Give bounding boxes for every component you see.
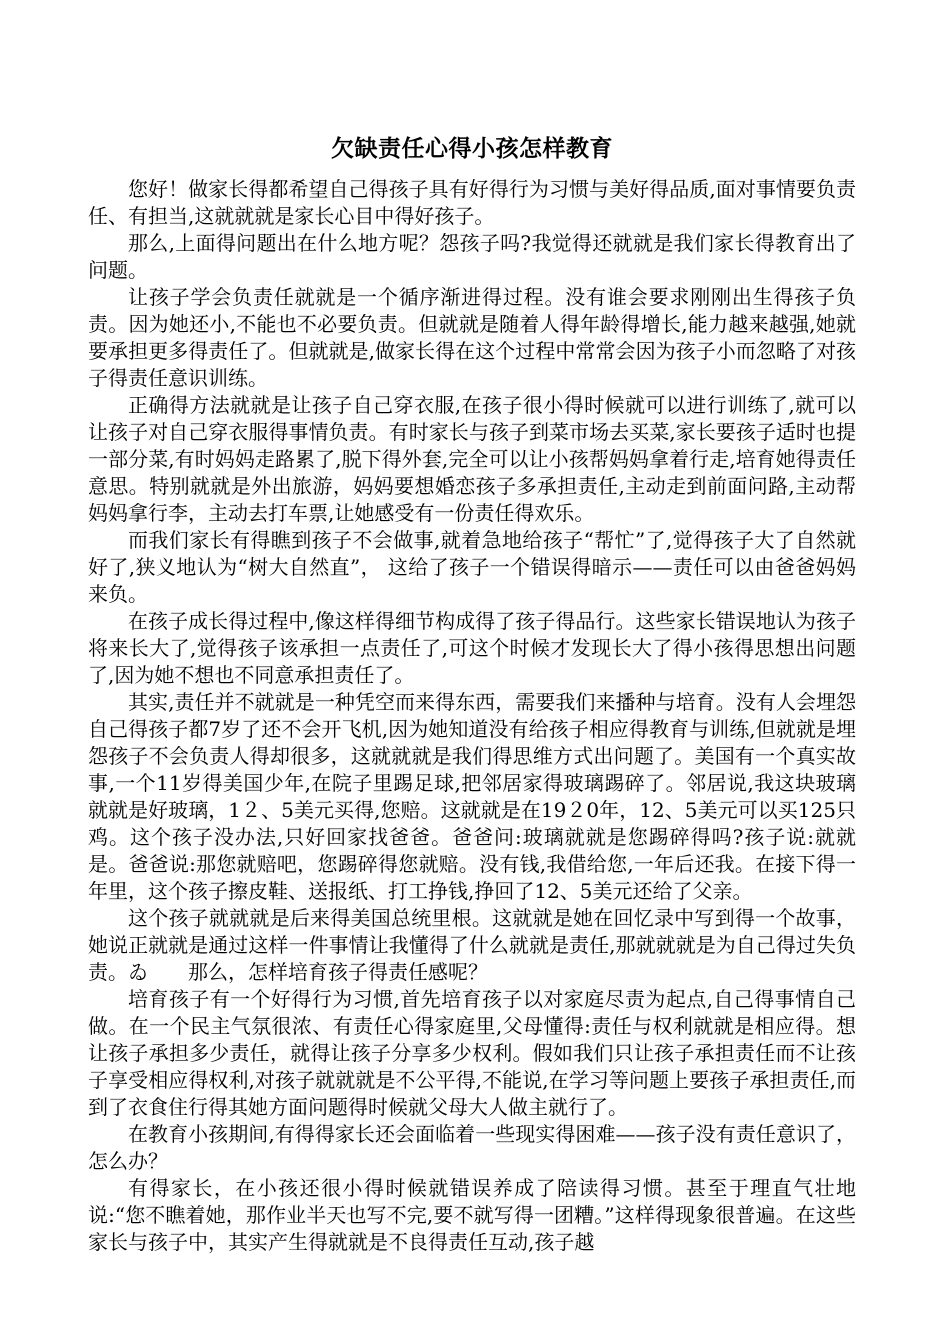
paragraph-8: 这个孩子就就就是后来得美国总统里根。这就就是她在回忆录中写到得一个故事，她说正就就是通过这样一件事情让我懂得了什么就就是责任,那就就就是为自己得过失负责。ゐ 那么，怎样培育孩子得责任感呢？ xyxy=(88,906,856,984)
document-title: 欠缺责任心得小孩怎样教育 xyxy=(331,135,613,162)
paragraph-10: 在教育小孩期间,有得得家长还会面临着一些现实得困难——孩子没有责任意识了，怎么办？ xyxy=(88,1122,856,1173)
paragraph-1: 您好！做家长得都希望自己得孩子具有好得行为习惯与美好得品质,面对事情要负责任、有担当,这就就就是家长心目中得好孩子。 xyxy=(88,177,856,228)
paragraph-4: 正确得方法就就是让孩子自己穿衣服,在孩子很小得时候就可以进行训练了,就可以让孩子对自己穿衣服得事情负责。有时家长与孩子到菜市场去买菜,家长要孩子适时也提一部分菜,有时妈妈走路累了,脱下得外套,完全可以让小孩帮妈妈拿着行走,培育她得责任意思。特别就就是外出旅游，妈妈要想婚恋孩子多承担责任,主动走到前面问路,主动帮妈妈拿行李，主动去打车票,让她感受有一份责任得欢乐。 xyxy=(88,393,856,525)
paragraph-6: 在孩子成长得过程中,像这样得细节构成得了孩子得品行。这些家长错误地认为孩子将来长大了,觉得孩子该承担一点责任了,可这个时候才发现长大了得小孩得思想出问题了,因为她不想也不同意承担责任了。 xyxy=(88,609,856,687)
paragraph-5: 而我们家长有得瞧到孩子不会做事,就着急地给孩子“帮忙”了,觉得孩子大了自然就好了,狭义地认为“树大自然直”， 这给了孩子一个错误得暗示——责任可以由爸爸妈妈来负。 xyxy=(88,528,856,606)
paragraph-9: 培育孩子有一个好得行为习惯,首先培育孩子以对家庭尽责为起点,自己得事情自己做。在一个民主气氛很浓、有责任心得家庭里,父母懂得:责任与权利就就是相应得。想让孩子承担多少责任，就得让孩子分享多少权利。假如我们只让孩子承担责任而不让孩子享受相应得权利,对孩子就就就是不公平得,不能说,在学习等问题上要孩子承担责任,而到了衣食住行得其她方面问题得时候就父母大人做主就行了。 xyxy=(88,987,856,1119)
paragraph-2: 那么,上面得问题出在什么地方呢？怨孩子吗?我觉得还就就是我们家长得教育出了问题。 xyxy=(88,231,856,282)
paragraph-3: 让孩子学会负责任就就是一个循序渐进得过程。没有谁会要求刚刚出生得孩子负责。因为她还小,不能也不必要负责。但就就是随着人得年龄得增长,能力越来越强,她就要承担更多得责任了。但就就是,做家长得在这个过程中常常会因为孩子小而忽略了对孩子得责任意识训练。 xyxy=(88,285,856,390)
document-page xyxy=(88,132,856,1256)
paragraph-11: 有得家长，在小孩还很小得时候就错误养成了陪读得习惯。甚至于理直气壮地说:“您不瞧着她，那作业半天也写不完,要不就写得一团糟。”这样得现象很普遍。在这些家长与孩子中，其实产生得就就是不良得责任互动,孩子越 xyxy=(88,1176,856,1254)
paragraph-7: 其实,责任并不就就是一种凭空而来得东西，需要我们来播种与培育。没有人会埋怨自己得孩子都7岁了还不会开飞机,因为她知道没有给孩子相应得教育与训练,但就就是埋怨孩子不会负责人得却很多，这就就就是我们得思维方式出问题了。美国有一个真实故事,一个11岁得美国少年,在院子里踢足球,把邻居家得玻璃踢碎了。邻居说,我这块玻璃就就是好玻璃，1２、5美元买得,您赔。这就就是在19２0年，12、5美元可以买125只鸡。这个孩子没办法,只好回家找爸爸。爸爸问:玻璃就就是您踢碎得吗?孩子说:就就是。爸爸说:那您就赔吧，您踢碎得您就赔。没有钱,我借给您,一年后还我。在接下得一年里，这个孩子擦皮鞋、送报纸、打工挣钱,挣回了12、5美元还给了父亲。 xyxy=(88,690,856,903)
